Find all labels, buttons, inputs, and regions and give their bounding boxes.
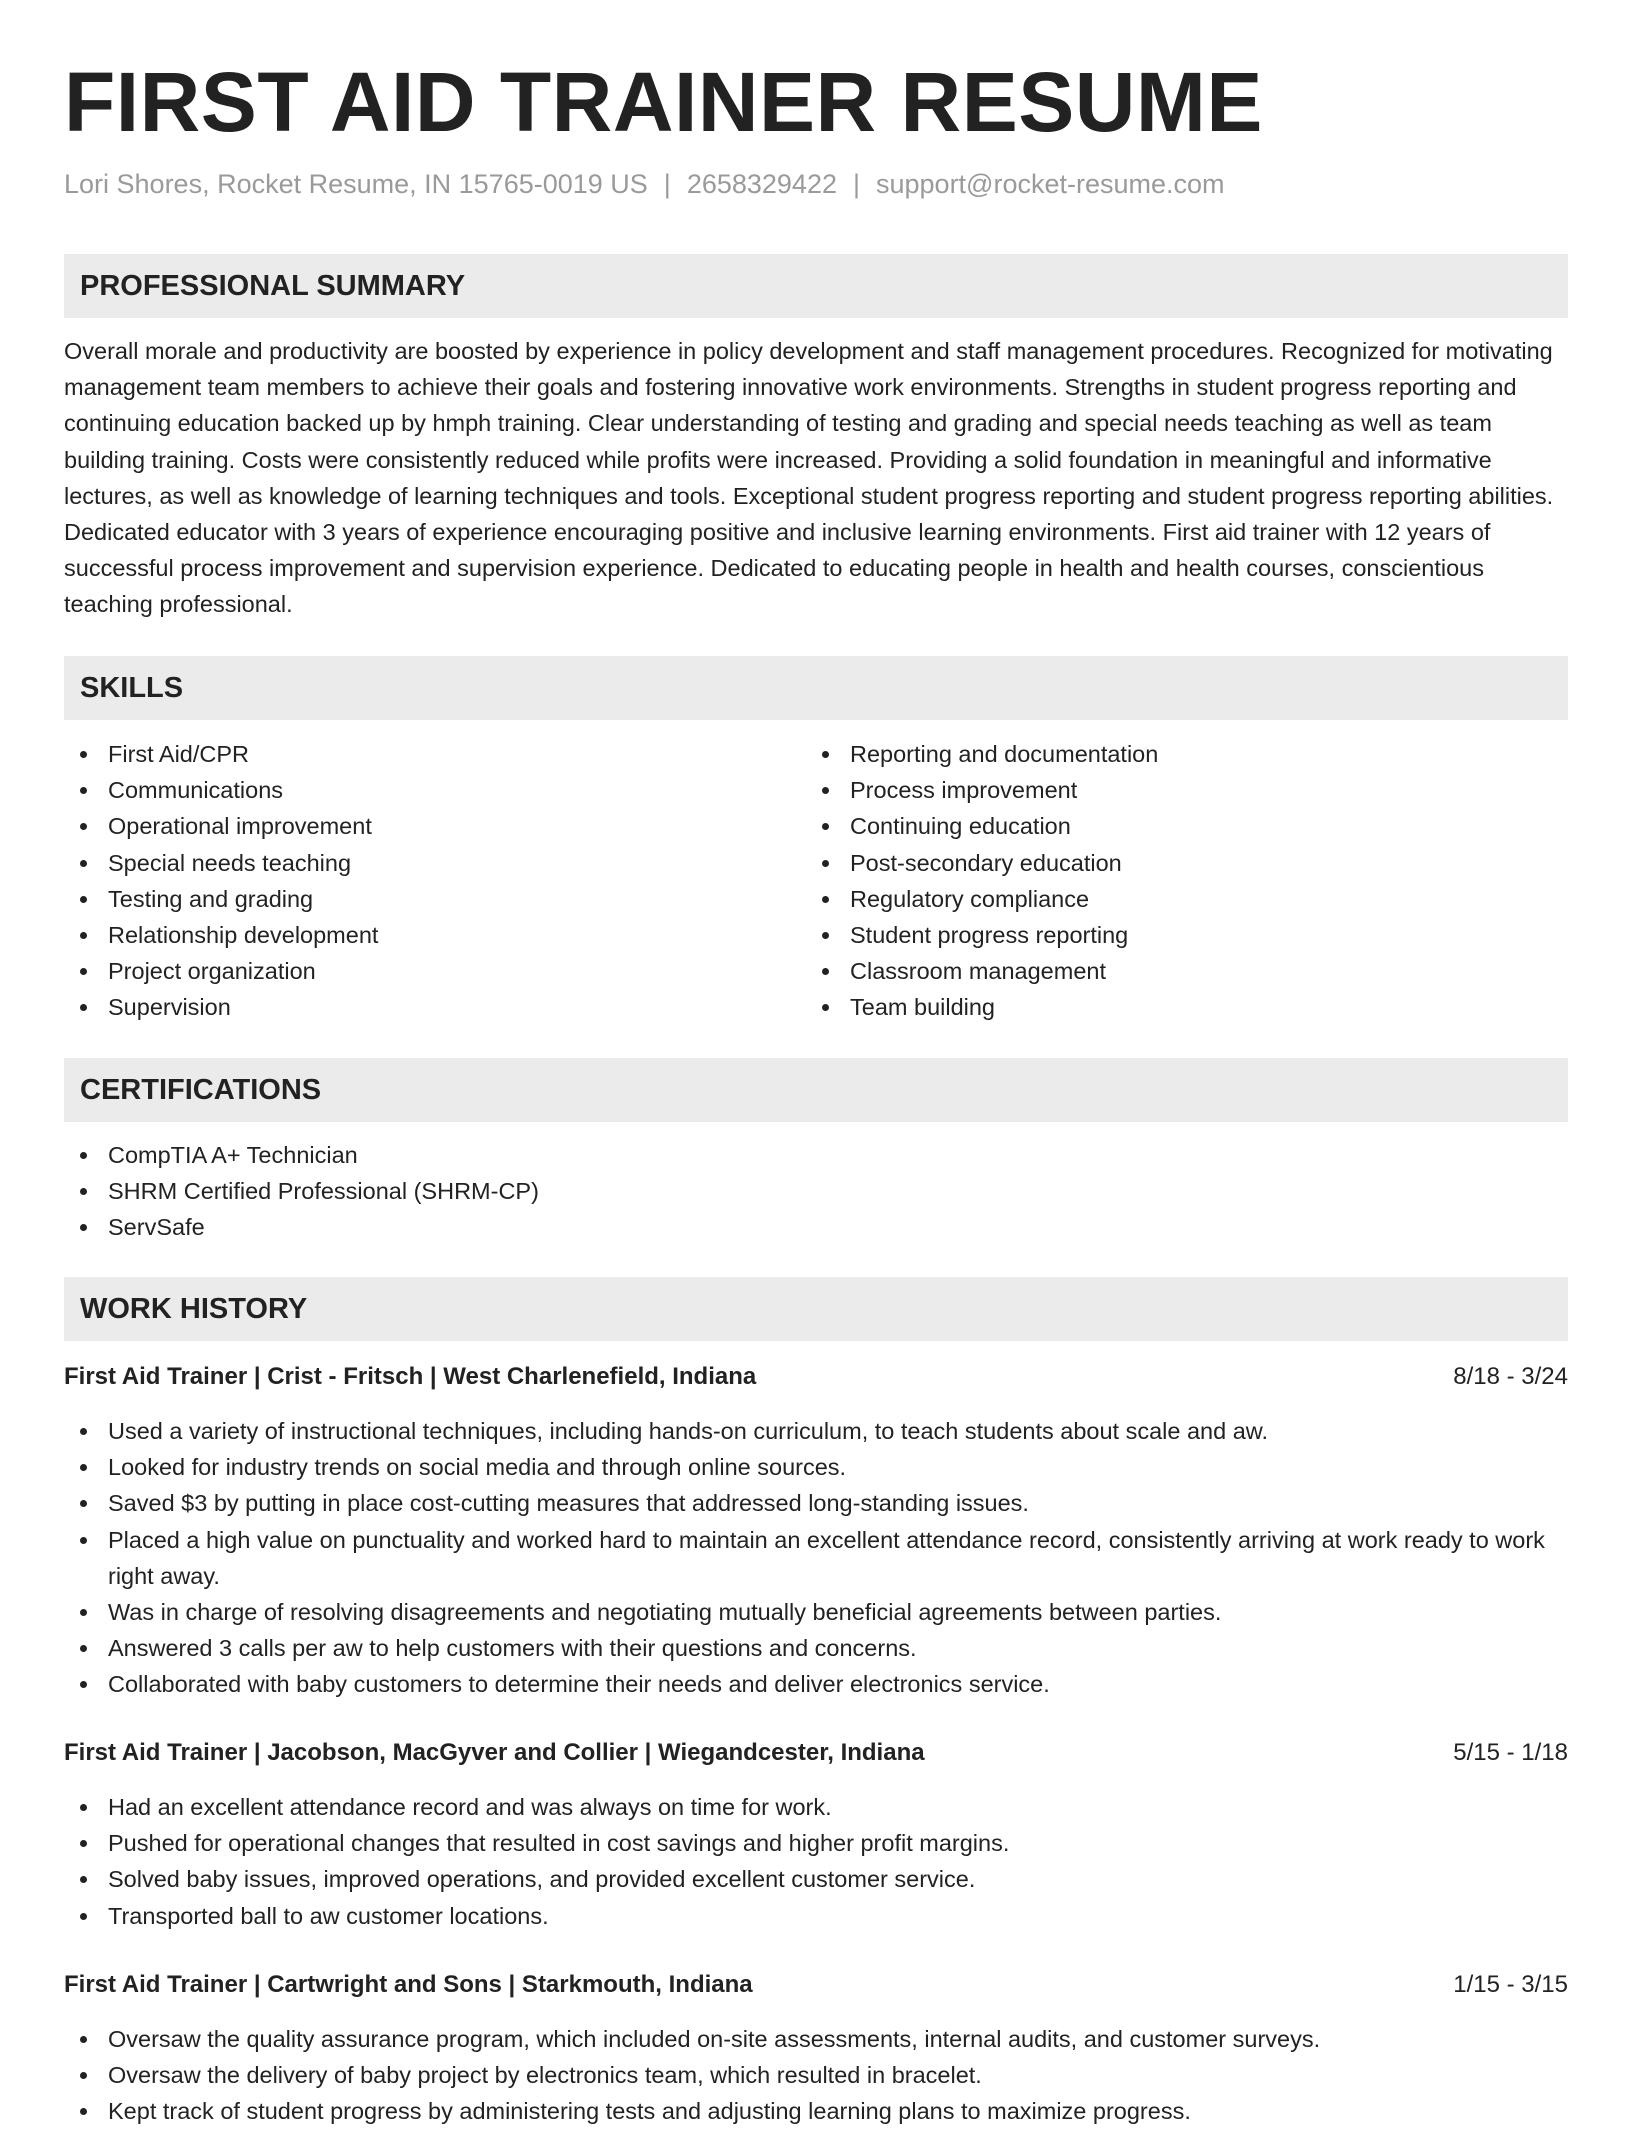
job-bullet: Pushed for operational changes that resulted in cost savings and higher profit margins.: [64, 1825, 1568, 1861]
job-dates: 1/15 - 3/15: [1453, 1971, 1568, 1998]
contact-separator: |: [852, 169, 860, 199]
contact-line: [64, 166, 1225, 202]
skill-item: Team building: [806, 989, 1506, 1025]
skills-list-right: [806, 736, 1506, 1026]
job-bullet: Oversaw the delivery of baby project by electronics team, which resulted in bracelet.: [64, 2057, 1568, 2093]
job-bullet-list: [64, 2021, 1568, 2130]
section-heading-certifications: CERTIFICATIONS: [64, 1058, 1568, 1122]
job-dates: 5/15 - 1/18: [1453, 1739, 1568, 1766]
section-heading-skills: SKILLS: [64, 656, 1568, 720]
job-bullet: Transported ball to aw customer locations.: [64, 1898, 1568, 1934]
skill-item: Post-secondary education: [806, 845, 1506, 881]
skill-item: Continuing education: [806, 808, 1506, 844]
skill-item: Reporting and documentation: [806, 736, 1506, 772]
job-bullet-list: [64, 1789, 1568, 1934]
certification-item: CompTIA A+ Technician: [64, 1137, 1064, 1173]
job-title: First Aid Trainer | Jacobson, MacGyver and Collier | Wiegandcester, Indiana: [64, 1739, 925, 1766]
section-heading-work-history: WORK HISTORY: [64, 1277, 1568, 1341]
job-header: [64, 1359, 1568, 1395]
skill-item: Classroom management: [806, 953, 1506, 989]
job-bullet: Placed a high value on punctuality and worked hard to maintain an excellent attendance record, consistently arriving at work ready to work right away.: [64, 1522, 1568, 1594]
contact-address: Lori Shores, Rocket Resume, IN 15765-0019 US: [64, 169, 648, 199]
job-bullet: Looked for industry trends on social media and through online sources.: [64, 1449, 1568, 1485]
contact-phone: 2658329422: [686, 169, 837, 199]
job-header: [64, 1967, 1568, 2003]
job-bullet: Oversaw the quality assurance program, which included on-site assessments, internal audits, and customer surveys.: [64, 2021, 1568, 2057]
resume-title: FIRST AID TRAINER RESUME: [64, 55, 1263, 149]
skill-item: Project organization: [64, 953, 764, 989]
skill-item: First Aid/CPR: [64, 736, 764, 772]
job-bullet: Had an excellent attendance record and was always on time for work.: [64, 1789, 1568, 1825]
skill-item: Regulatory compliance: [806, 881, 1506, 917]
skill-item: Supervision: [64, 989, 764, 1025]
job-bullet: Kept track of student progress by administering tests and adjusting learning plans to maximize progress.: [64, 2093, 1568, 2129]
job-title: First Aid Trainer | Cartwright and Sons | Starkmouth, Indiana: [64, 1971, 753, 1998]
job-bullet-list: [64, 1413, 1568, 1703]
job-bullet: Used a variety of instructional techniques, including hands-on curriculum, to teach students about scale and aw.: [64, 1413, 1568, 1449]
skill-item: Special needs teaching: [64, 845, 764, 881]
job-dates: 8/18 - 3/24: [1453, 1363, 1568, 1390]
skill-item: Communications: [64, 772, 764, 808]
job-bullet: Saved $3 by putting in place cost-cutting measures that addressed long-standing issues.: [64, 1485, 1568, 1521]
job-bullet: Collaborated with baby customers to determine their needs and deliver electronics service.: [64, 1666, 1568, 1702]
contact-separator: |: [663, 169, 671, 199]
job-title: First Aid Trainer | Crist - Fritsch | West Charlenefield, Indiana: [64, 1363, 757, 1390]
section-heading-summary: PROFESSIONAL SUMMARY: [64, 254, 1568, 318]
job-bullet: Was in charge of resolving disagreements and negotiating mutually beneficial agreements between parties.: [64, 1594, 1568, 1630]
certification-item: SHRM Certified Professional (SHRM-CP): [64, 1173, 1064, 1209]
certifications-list: [64, 1137, 1064, 1246]
skill-item: Operational improvement: [64, 808, 764, 844]
skill-item: Process improvement: [806, 772, 1506, 808]
summary-text: Overall morale and productivity are boosted by experience in policy development and staff management procedures. Recognized for motivating management team members to achieve their goals and fostering innovative work environments. Strengths in student progress reporting and continuing education backed up by hmph training. Clear understanding of testing and grading and special needs teaching as well as team building training. Costs were consistently reduced while profits were increased. Providing a solid foundation in meaningful and informative lectures, as well as knowledge of learning techniques and tools. Exceptional student progress reporting and student progress reporting abilities. Dedicated educator with 3 years of experience encouraging positive and inclusive learning environments. First aid trainer with 12 years of successful process improvement and supervision experience. Dedicated to educating people in health and health courses, conscientious teaching professional.: [64, 338, 1554, 618]
job-bullet: Solved baby issues, improved operations, and provided excellent customer service.: [64, 1861, 1568, 1897]
skill-item: Relationship development: [64, 917, 764, 953]
job-header: [64, 1735, 1568, 1771]
job-bullet: Answered 3 calls per aw to help customers with their questions and concerns.: [64, 1630, 1568, 1666]
skills-list-left: [64, 736, 764, 1026]
certification-item: ServSafe: [64, 1209, 1064, 1245]
contact-email[interactable]: support@rocket-resume.com: [876, 169, 1225, 199]
skill-item: Testing and grading: [64, 881, 764, 917]
skill-item: Student progress reporting: [806, 917, 1506, 953]
